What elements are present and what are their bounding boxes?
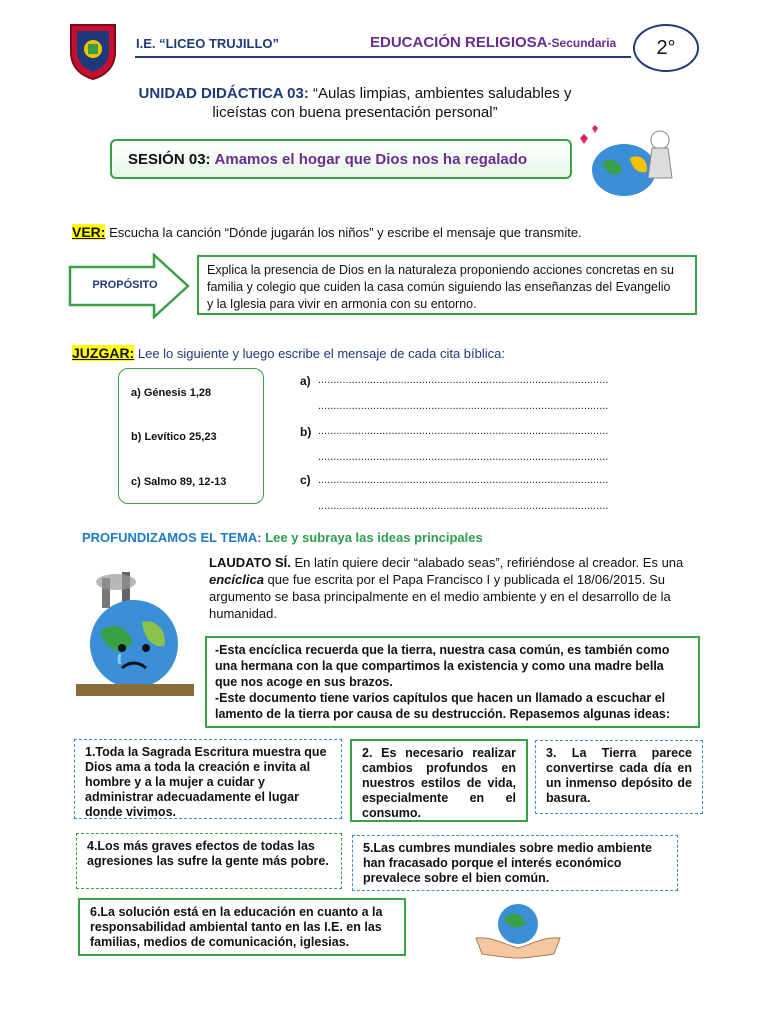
answer-line[interactable]: ...............................................................................................: [318, 374, 609, 386]
laudato-title: LAUDATO SÍ.: [209, 555, 291, 570]
cita-item: c) Salmo 89, 12-13: [131, 476, 227, 488]
unit-title-line1: “Aulas limpias, ambientes saludables y: [313, 85, 572, 102]
laudato-line2: que fue escrita por el Papa Francisco I y publicada el 18/06/2015. Su: [263, 572, 666, 587]
ver-text: Escucha la canción “Dónde jugarán los niños” y escribe el mensaje que transmite.: [109, 225, 582, 240]
enciclica-line2: una hermana con la que compartimos la existencia y como una madre bella: [215, 659, 664, 673]
laudato-line1: En latín quiere decir “alabado seas”, refiriéndose al creador. Es una: [290, 555, 684, 570]
idea-box-4: 4.Los más graves efectos de todas las agresiones las sufre la gente más pobre.: [76, 833, 342, 889]
unit-heading: UNIDAD DIDÁCTICA 03: “Aulas limpias, ambientes saludables y liceístas con buena presentación personal”: [138, 85, 572, 121]
subject-level: -Secundaria: [547, 36, 617, 50]
enciclica-line5: lamento de la tierra por causa de su destrucción. Repasemos algunas ideas:: [215, 707, 671, 721]
subject-title: [370, 34, 616, 51]
cita-item: a) Génesis 1,28: [131, 387, 212, 399]
answer-label-a: a): [300, 374, 311, 388]
profundizamos-label: PROFUNDIZAMOS EL TEMA:: [82, 530, 262, 545]
session-label: SESIÓN 03:: [128, 150, 211, 168]
juzgar-label: JUZGAR:: [72, 345, 135, 361]
enciclica-line4: -Este documento tiene varios capítulos que hacen un llamado a escuchar el: [215, 691, 666, 705]
answer-line[interactable]: ...............................................................................................: [318, 400, 609, 412]
grade-badge: 2°: [633, 24, 699, 72]
citas-box: [118, 368, 264, 504]
enciclica-line1: -Esta encíclica recuerda que la tierra, nuestra casa común, es también como: [215, 643, 670, 657]
juzgar-section: [72, 345, 505, 361]
subject-name: EDUCACIÓN RELIGIOSA: [370, 34, 548, 51]
proposito-box: [197, 255, 697, 315]
header-divider: [135, 56, 631, 58]
ver-label: VER:: [72, 224, 106, 240]
idea-box-1: 1.Toda la Sagrada Escritura muestra que Dios ama a toda la creación e invita al hombre y a la mujer a cuidar y administrar adecuadamente el lugar donde vivimos.: [74, 739, 342, 819]
hands-holding-earth-icon: [470, 898, 566, 962]
answer-line[interactable]: ...............................................................................................: [318, 451, 609, 463]
answer-line[interactable]: ...............................................................................................: [318, 474, 609, 486]
proposito-label: PROPÓSITO: [92, 279, 158, 291]
unit-title-line2: liceístas con buena presentación personal”: [212, 104, 498, 121]
globe-illustration-icon: [572, 118, 682, 200]
laudato-line4: humanidad.: [209, 606, 277, 621]
proposito-line2: familia y colegio que cuiden la casa común siguiendo las enseñanzas del Evangelio: [207, 280, 671, 294]
idea-box-2: 2. Es necesario realizar cambios profundos en nuestros estilos de vida, especialmente en el consumo.: [350, 739, 528, 822]
session-title: Amamos el hogar que Dios nos ha regalado: [214, 150, 528, 168]
unit-label: UNIDAD DIDÁCTICA 03: [138, 85, 304, 102]
enciclica-line3: que nos acoge en sus brazos.: [215, 675, 393, 689]
idea-box-3: 3. La Tierra parece convertirse cada día en un inmenso depósito de basura.: [535, 740, 703, 814]
answer-label-c: c): [300, 473, 311, 487]
profundizamos-text: Lee y subraya las ideas principales: [265, 530, 483, 545]
cita-item: b) Levítico 25,23: [131, 431, 217, 443]
school-name: I.E. “LICEO TRUJILLO”: [136, 36, 280, 51]
juzgar-text: Lee lo siguiente y luego escribe el mensaje de cada cita bíblica:: [137, 346, 505, 361]
laudato-paragraph: [209, 554, 705, 622]
profundizamos-heading: [82, 530, 483, 545]
answer-label-b: b): [300, 425, 312, 439]
idea-box-5: 5.Las cumbres mundiales sobre medio ambiente han fracasado porque el interés económico prevalece sobre el bien común.: [352, 835, 678, 891]
enciclica-box: [205, 636, 700, 728]
proposito-line1: Explica la presencia de Dios en la naturaleza proponiendo acciones concretas en su: [207, 263, 674, 277]
answer-line[interactable]: ...............................................................................................: [318, 425, 609, 437]
school-shield-icon: [68, 22, 118, 80]
laudato-line3: argumento se basa principalmente en el medio ambiente y en el desarrollo de la: [209, 589, 671, 604]
sad-earth-icon: [72, 572, 198, 702]
proposito-line3: y la Iglesia para vivir en armonía con su entorno.: [207, 297, 477, 311]
answer-line[interactable]: ...............................................................................................: [318, 500, 609, 512]
idea-box-6: 6.La solución está en la educación en cuanto a la responsabilidad ambiental tanto en las I.E. en las familias, medios de comunicación, iglesias.: [78, 898, 406, 956]
ver-section: [72, 224, 582, 240]
session-banner: [110, 139, 572, 179]
laudato-enciclica: encíclica: [209, 572, 264, 587]
